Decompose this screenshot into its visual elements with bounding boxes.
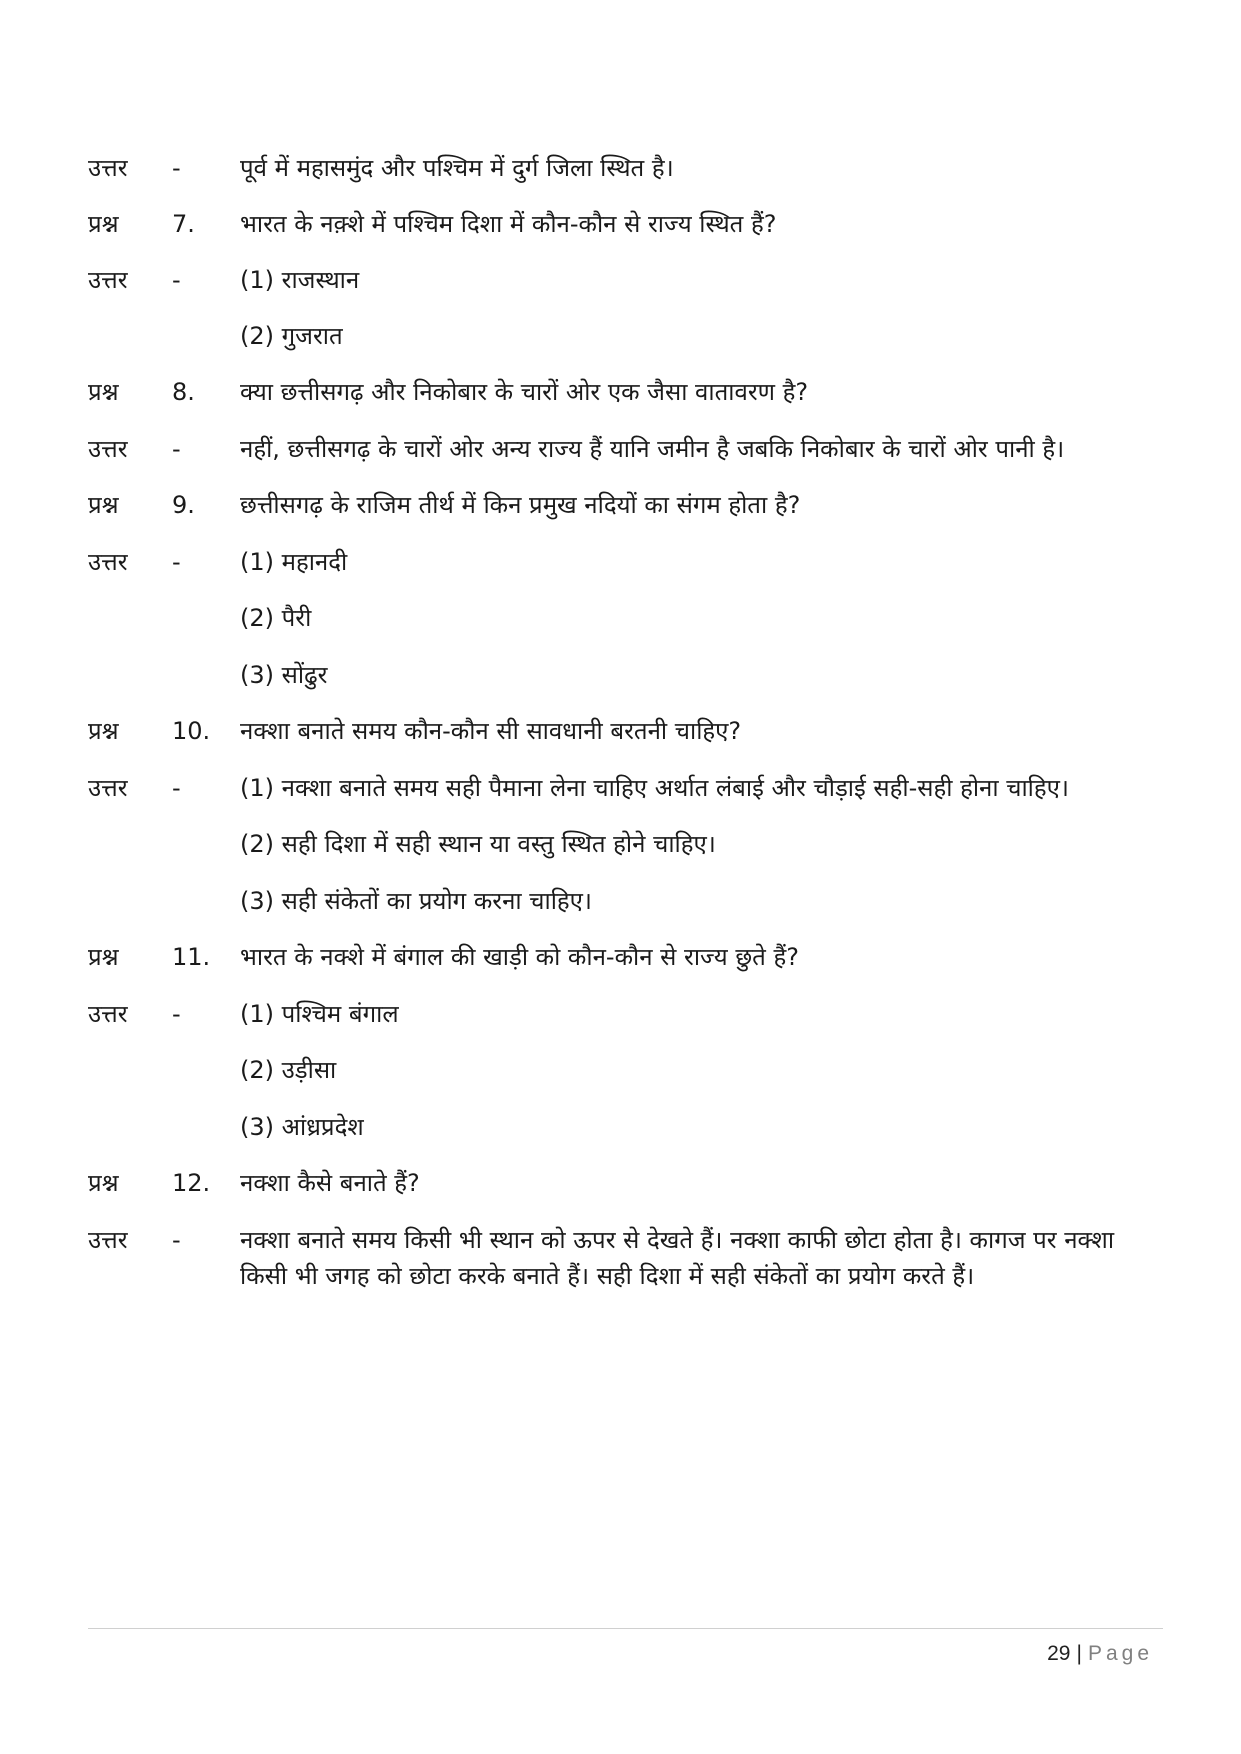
row-text: भारत के नक़्शे में पश्चिम दिशा में कौन-कौन से राज्य स्थित हैं? — [240, 210, 777, 238]
row-text: (3) सही संकेतों का प्रयोग करना चाहिए। — [240, 887, 593, 915]
row-text: पूर्व में महासमुंद और पश्चिम में दुर्ग जिला स्थित है। — [240, 154, 674, 182]
page-footer — [1047, 1640, 1153, 1668]
question-row — [88, 206, 1168, 242]
row-text: (1) महानदी — [240, 548, 348, 576]
row-number: - — [172, 435, 181, 463]
row-text: (3) सोंढुर — [240, 661, 328, 689]
answer-continuation-row — [88, 826, 1168, 862]
row-text: (1) नक्शा बनाते समय सही पैमाना लेना चाहिए अर्थात लंबाई और चौड़ाई सही-सही होना चाहिए। — [240, 774, 1069, 802]
row-text: छत्तीसगढ़ के राजिम तीर्थ में किन प्रमुख नदियों का संगम होता है? — [240, 491, 801, 519]
answer-continuation-row — [88, 1052, 1168, 1088]
row-number: - — [172, 266, 181, 294]
answer-row — [88, 262, 1168, 298]
question-row — [88, 374, 1168, 410]
answer-continuation-row — [88, 883, 1168, 919]
question-row — [88, 939, 1168, 975]
row-label: प्रश्न — [88, 491, 119, 519]
answer-row — [88, 544, 1168, 580]
row-number: - — [172, 154, 181, 182]
answer-row — [88, 431, 1168, 467]
row-number: - — [172, 1226, 181, 1254]
question-row — [88, 713, 1168, 749]
answer-continuation-row — [88, 1109, 1168, 1145]
page-label: Page — [1087, 1642, 1153, 1665]
row-label: उत्तर — [88, 154, 128, 182]
row-label: उत्तर — [88, 774, 128, 802]
row-text: नक्शा कैसे बनाते हैं? — [240, 1169, 420, 1197]
question-row — [88, 1165, 1168, 1201]
row-text: (2) उड़ीसा — [240, 1056, 337, 1084]
question-row — [88, 487, 1168, 523]
answer-row — [88, 150, 1168, 186]
row-label: उत्तर — [88, 548, 128, 576]
row-label: उत्तर — [88, 1226, 128, 1254]
row-label: उत्तर — [88, 266, 128, 294]
row-label: प्रश्न — [88, 378, 119, 406]
row-text: (1) राजस्थान — [240, 266, 360, 294]
answer-row — [88, 1222, 1168, 1294]
row-label: प्रश्न — [88, 1169, 119, 1197]
row-text: (3) आंध्रप्रदेश — [240, 1113, 364, 1141]
row-number: 9. — [172, 491, 195, 519]
row-text: नक्शा बनाते समय किसी भी स्थान को ऊपर से देखते हैं। नक्शा काफी छोटा होता है। कागज पर नक्शा किसी भी जगह को छोटा करके बनाते हैं। सही दिशा में सही संकेतों का प्रयोग करते हैं। — [240, 1226, 1115, 1290]
row-text: (2) पैरी — [240, 604, 312, 632]
footer-separator: | — [1076, 1642, 1082, 1665]
row-text: (1) पश्चिम बंगाल — [240, 1000, 399, 1028]
row-number: 7. — [172, 210, 195, 238]
footer-divider — [88, 1628, 1163, 1629]
row-text: भारत के नक्शे में बंगाल की खाड़ी को कौन-कौन से राज्य छुते हैं? — [240, 943, 799, 971]
answer-continuation-row — [88, 657, 1168, 693]
answer-continuation-row — [88, 318, 1168, 354]
row-number: 11. — [172, 943, 211, 971]
row-label: प्रश्न — [88, 717, 119, 745]
row-number: 10. — [172, 717, 211, 745]
row-label: प्रश्न — [88, 210, 119, 238]
row-number: 8. — [172, 378, 195, 406]
answer-row — [88, 996, 1168, 1032]
row-number: - — [172, 1000, 181, 1028]
row-text: क्या छत्तीसगढ़ और निकोबार के चारों ओर एक जैसा वातावरण है? — [240, 378, 809, 406]
row-number: - — [172, 774, 181, 802]
row-text: नहीं, छत्तीसगढ़ के चारों ओर अन्य राज्य हैं यानि जमीन है जबकि निकोबार के चारों ओर पानी है। — [240, 435, 1065, 463]
page-number: 29 — [1047, 1642, 1071, 1665]
answer-row — [88, 770, 1168, 806]
row-number: - — [172, 548, 181, 576]
row-text: नक्शा बनाते समय कौन-कौन सी सावधानी बरतनी चाहिए? — [240, 717, 742, 745]
row-label: प्रश्न — [88, 943, 119, 971]
row-text: (2) सही दिशा में सही स्थान या वस्तु स्थित होने चाहिए। — [240, 830, 716, 858]
row-label: उत्तर — [88, 1000, 128, 1028]
row-label: उत्तर — [88, 435, 128, 463]
row-text: (2) गुजरात — [240, 322, 343, 350]
row-number: 12. — [172, 1169, 211, 1197]
answer-continuation-row — [88, 600, 1168, 636]
